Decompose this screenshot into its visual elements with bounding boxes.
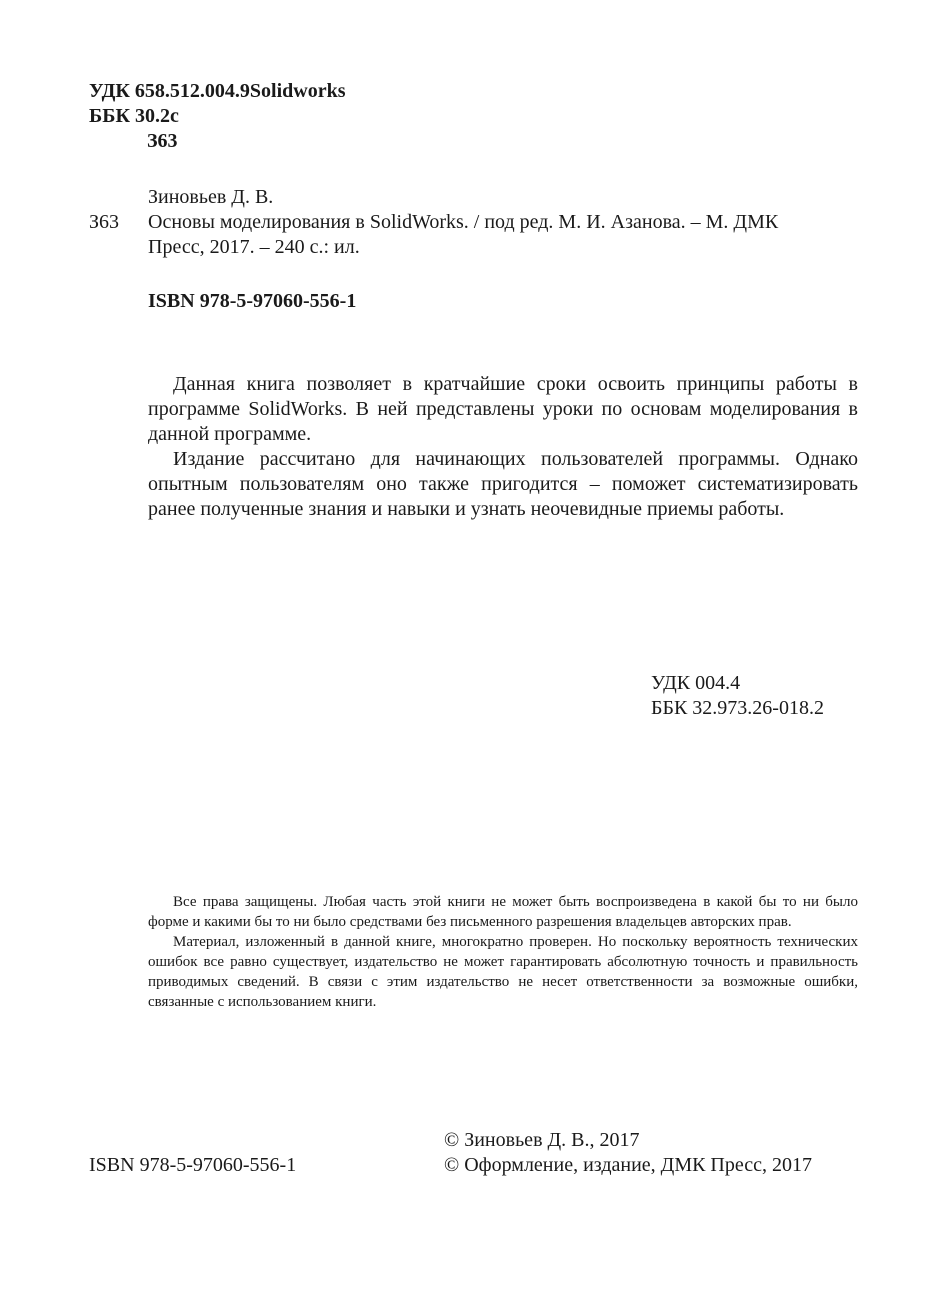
biblio-line: Основы моделирования в SolidWorks. / под ред. М. И. Азанова. – М. ДМК — [148, 211, 779, 233]
udk-header-block — [89, 79, 346, 154]
annotation — [148, 372, 858, 522]
rights-notice — [148, 892, 858, 1012]
classification-block — [651, 671, 824, 721]
isbn-main: ISBN 978-5-97060-556-1 — [148, 290, 357, 312]
rights-paragraph: Все права защищены. Любая часть этой книги не может быть воспроизведена в какой бы то ни было форме и какими бы то ни было средствами без письменного разрешения владельцев авторских прав. — [148, 894, 858, 930]
isbn-footer: ISBN 978-5-97060-556-1 — [89, 1154, 297, 1176]
copyright-block — [444, 1128, 812, 1178]
copyright-author: © Зиновьев Д. В., 2017 — [444, 1129, 640, 1151]
rights-paragraph: Материал, изложенный в данной книге, многократно проверен. Но поскольку вероятность технических ошибок все равно существует, издательство не может гарантировать абсолютную точность и правильность приводимых сведений. В связи с этим издательство не несет ответственности за возможные ошибки, связанные с использованием книги. — [148, 934, 858, 1010]
author-mark-code: З63 — [147, 130, 178, 152]
biblio-line: Пресс, 2017. – 240 с.: ил. — [148, 236, 360, 258]
classification-udk: УДК 004.4 — [651, 672, 741, 694]
classification-bbk: ББК 32.973.26-018.2 — [651, 697, 824, 719]
author-mark: З63 — [89, 211, 120, 233]
udk-code: УДК 658.512.004.9Solidworks — [89, 80, 346, 102]
bbk-code: ББК 30.2с — [89, 105, 179, 127]
copyright-publisher: © Оформление, издание, ДМК Пресс, 2017 — [444, 1154, 813, 1176]
annotation-paragraph: Данная книга позволяет в кратчайшие сроки освоить принципы работы в программе SolidWorks. В ней представлены уроки по основам моделирования в данной программе. — [148, 373, 858, 445]
annotation-paragraph: Издание рассчитано для начинающих пользователей программы. Однако опытным пользователям оно также пригодится – поможет систематизировать ранее полученные знания и навыки и узнать неочевидные приемы работы. — [148, 448, 858, 520]
bibliographic-description — [148, 210, 858, 260]
author-name: Зиновьев Д. В. — [148, 186, 274, 208]
